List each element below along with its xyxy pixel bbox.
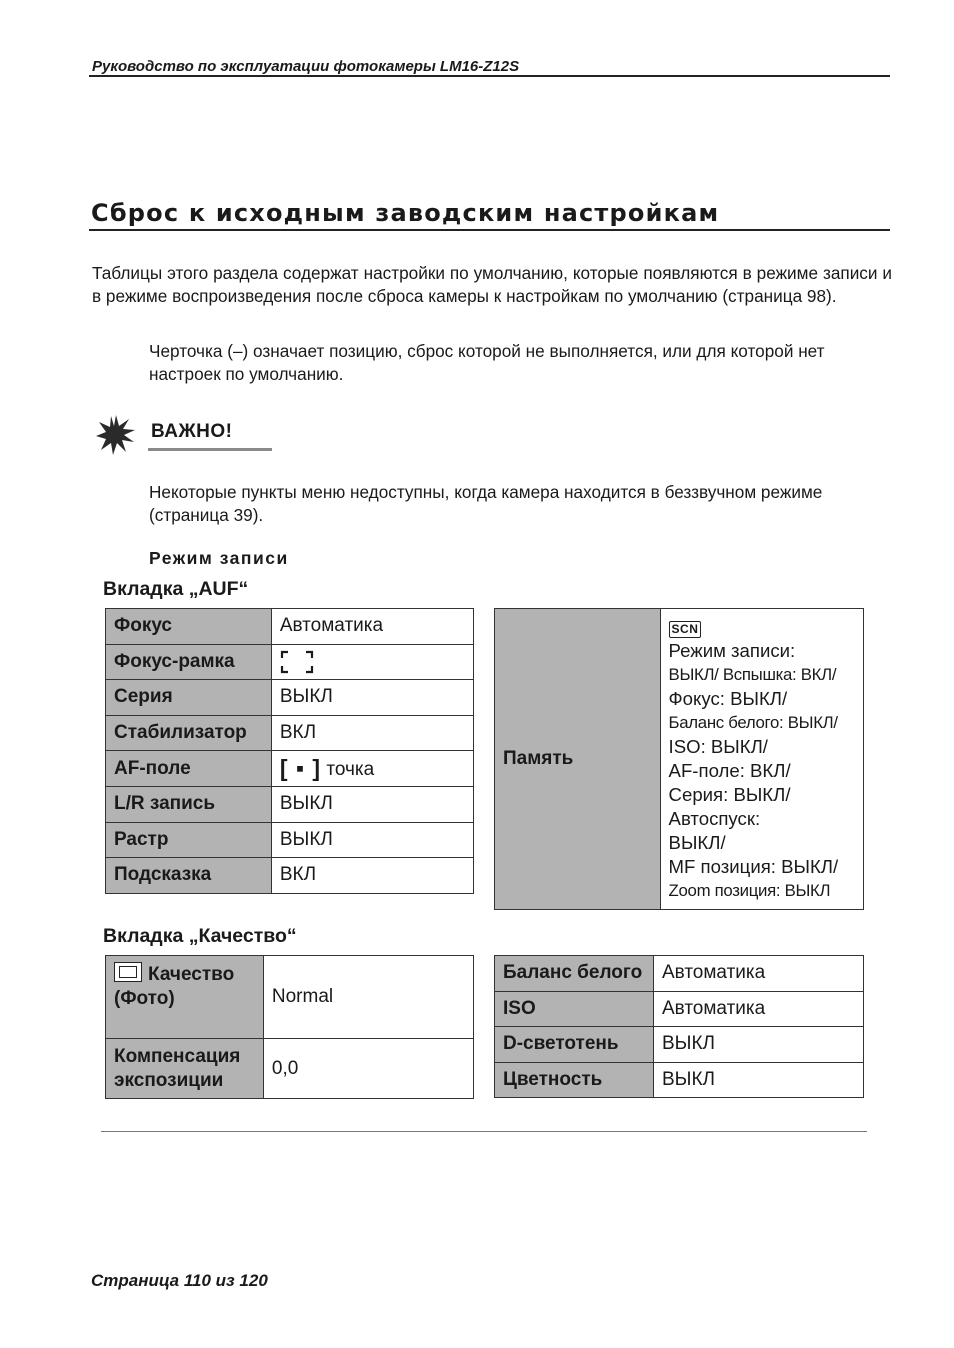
row-key: Фокус: [106, 609, 272, 645]
table-row: [106, 609, 474, 645]
row-value: Normal: [263, 956, 473, 1039]
header-rule: [89, 75, 890, 77]
memory-line: MF позиция: ВЫКЛ/: [668, 856, 839, 877]
tab-auf-label: Вкладка „AUF“: [103, 578, 249, 600]
row-key: Подсказка: [106, 858, 272, 894]
memory-line: Серия: ВЫКЛ/: [668, 784, 791, 805]
memory-line: Режим записи:: [668, 640, 796, 661]
quality-right-table: [494, 955, 864, 1098]
table-row: [106, 644, 474, 680]
table-row: [495, 1062, 864, 1098]
row-value: ВКЛ: [271, 715, 473, 751]
spot-af-icon: [ ▪ ]: [279, 755, 322, 782]
memory-line: Баланс белого: ВЫКЛ/: [668, 713, 838, 732]
row-value: 0,0: [263, 1039, 473, 1099]
row-key: Баланс белого: [495, 956, 654, 992]
table-row: [106, 715, 474, 751]
burst-icon: [96, 414, 136, 456]
section-heading: Режим записи: [149, 548, 289, 568]
row-value: ВЫКЛ: [271, 786, 473, 822]
memory-line: ISO: ВЫКЛ/: [668, 736, 768, 757]
row-value: ВЫКЛ: [653, 1062, 863, 1098]
row-key: Серия: [106, 680, 272, 716]
table-row: [106, 858, 474, 894]
memory-line: Фокус: ВЫКЛ/: [668, 688, 788, 709]
tab-quality-label: Вкладка „Качество“: [103, 925, 297, 947]
quality-left-table: [105, 955, 474, 1099]
row-value: ВЫКЛ: [271, 822, 473, 858]
row-value: [271, 751, 473, 787]
intro-paragraph: Таблицы этого раздела содержат настройки по умолчанию, которые появляются в режиме записи и в режиме воспроизведения после сброса камеры к настройкам по умолчанию (страница 98).: [92, 263, 892, 306]
table-row: [495, 609, 864, 910]
row-key: ISO: [495, 991, 654, 1027]
table-row: [106, 786, 474, 822]
important-text: Некоторые пункты меню недоступны, когда камера находится в беззвучном режиме (страница 39).: [149, 482, 823, 525]
focus-frame-icon: [280, 650, 314, 674]
row-key: Стабилизатор: [106, 715, 272, 751]
auf-table: [105, 608, 474, 894]
dash-note: Черточка (–) означает позицию, сброс которой не выполняется, или для которой нет настроек по умолчанию.: [149, 341, 825, 384]
memory-line: AF-поле: ВКЛ/: [668, 760, 791, 781]
row-value: [271, 644, 473, 680]
important-label: ВАЖНО!: [151, 421, 233, 442]
row-key: L/R запись: [106, 786, 272, 822]
table-row: [495, 991, 864, 1027]
row-value: Автоматика: [271, 609, 473, 645]
row-key: Компенсация экспозиции: [106, 1039, 264, 1099]
row-key: D-светотень: [495, 1027, 654, 1063]
page-title: Сброс к исходным заводским настройкам: [91, 199, 720, 227]
table-row: [495, 1027, 864, 1063]
memory-value: [660, 609, 863, 910]
table-row: [106, 680, 474, 716]
table-row: [106, 956, 474, 1039]
row-key: Качество (Фото): [106, 956, 264, 1039]
memory-line: Автоспуск:: [668, 808, 761, 829]
table-row: [495, 956, 864, 992]
row-value: ВЫКЛ: [653, 1027, 863, 1063]
memory-line: ВЫКЛ/: [668, 832, 726, 853]
row-key: Растр: [106, 822, 272, 858]
row-value: ВЫКЛ: [271, 680, 473, 716]
row-key: Память: [495, 609, 661, 910]
memory-table: [494, 608, 864, 910]
memory-line: Zoom позиция: ВЫКЛ: [668, 881, 831, 900]
bottom-rule: [101, 1131, 867, 1132]
row-value: ВКЛ: [271, 858, 473, 894]
row-key: Фокус-рамка: [106, 644, 272, 680]
table-row: [106, 822, 474, 858]
memory-line: ВЫКЛ/ Вспышка: ВКЛ/: [668, 665, 837, 684]
row-key: AF-поле: [106, 751, 272, 787]
page-footer: Страница 110 из 120: [91, 1271, 268, 1290]
row-value: Автоматика: [653, 991, 863, 1027]
scn-icon: SCN: [669, 621, 702, 638]
row-key: Цветность: [495, 1062, 654, 1098]
photo-icon: [114, 962, 142, 982]
title-rule: [89, 229, 890, 231]
af-value: точка: [326, 759, 375, 781]
important-underline: [148, 448, 272, 451]
table-row: [106, 1039, 474, 1099]
row-value: Автоматика: [653, 956, 863, 992]
table-row: [106, 751, 474, 787]
running-header: Руководство по эксплуатации фотокамеры LM16-Z12S: [92, 58, 520, 75]
